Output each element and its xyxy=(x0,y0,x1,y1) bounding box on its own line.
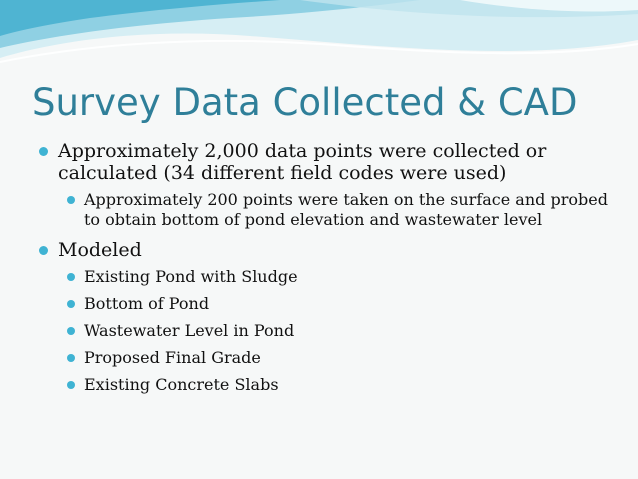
bullet-icon xyxy=(39,246,48,255)
bullet-icon xyxy=(67,327,75,335)
sub-bullet-item-bottom-of-pond xyxy=(36,294,622,314)
header-wave-decoration xyxy=(0,0,638,80)
sub-bullet-text: Existing Concrete Slabs xyxy=(84,375,279,394)
bullet-icon xyxy=(67,196,75,204)
sub-bullet-item-surface-points xyxy=(36,190,622,230)
sub-bullet-item-wastewater-level xyxy=(36,321,622,341)
bullet-icon xyxy=(67,381,75,389)
bullet-item-points-collected xyxy=(36,140,622,184)
sub-bullet-text: Existing Pond with Sludge xyxy=(84,267,298,286)
bullet-icon xyxy=(67,354,75,362)
slide-title: Survey Data Collected & CAD xyxy=(32,81,578,124)
sub-bullet-item-concrete-slabs xyxy=(36,375,622,395)
sub-bullet-item-final-grade xyxy=(36,348,622,368)
bullet-item-modeled xyxy=(36,239,622,261)
bullet-text: Approximately 2,000 data points were collected or calculated (34 different field codes were used) xyxy=(58,140,547,184)
bullet-list xyxy=(36,140,622,402)
sub-bullet-text: Proposed Final Grade xyxy=(84,348,261,367)
sub-bullet-text: Bottom of Pond xyxy=(84,294,210,313)
sub-bullet-item-existing-pond xyxy=(36,267,622,287)
sub-bullet-text: Wastewater Level in Pond xyxy=(84,321,295,340)
sub-bullet-text: Approximately 200 points were taken on the surface and probed to obtain bottom of pond elevation and wastewater level xyxy=(84,190,608,229)
bullet-icon xyxy=(67,273,75,281)
bullet-icon xyxy=(67,300,75,308)
bullet-icon xyxy=(39,147,48,156)
bullet-text: Modeled xyxy=(58,239,142,261)
